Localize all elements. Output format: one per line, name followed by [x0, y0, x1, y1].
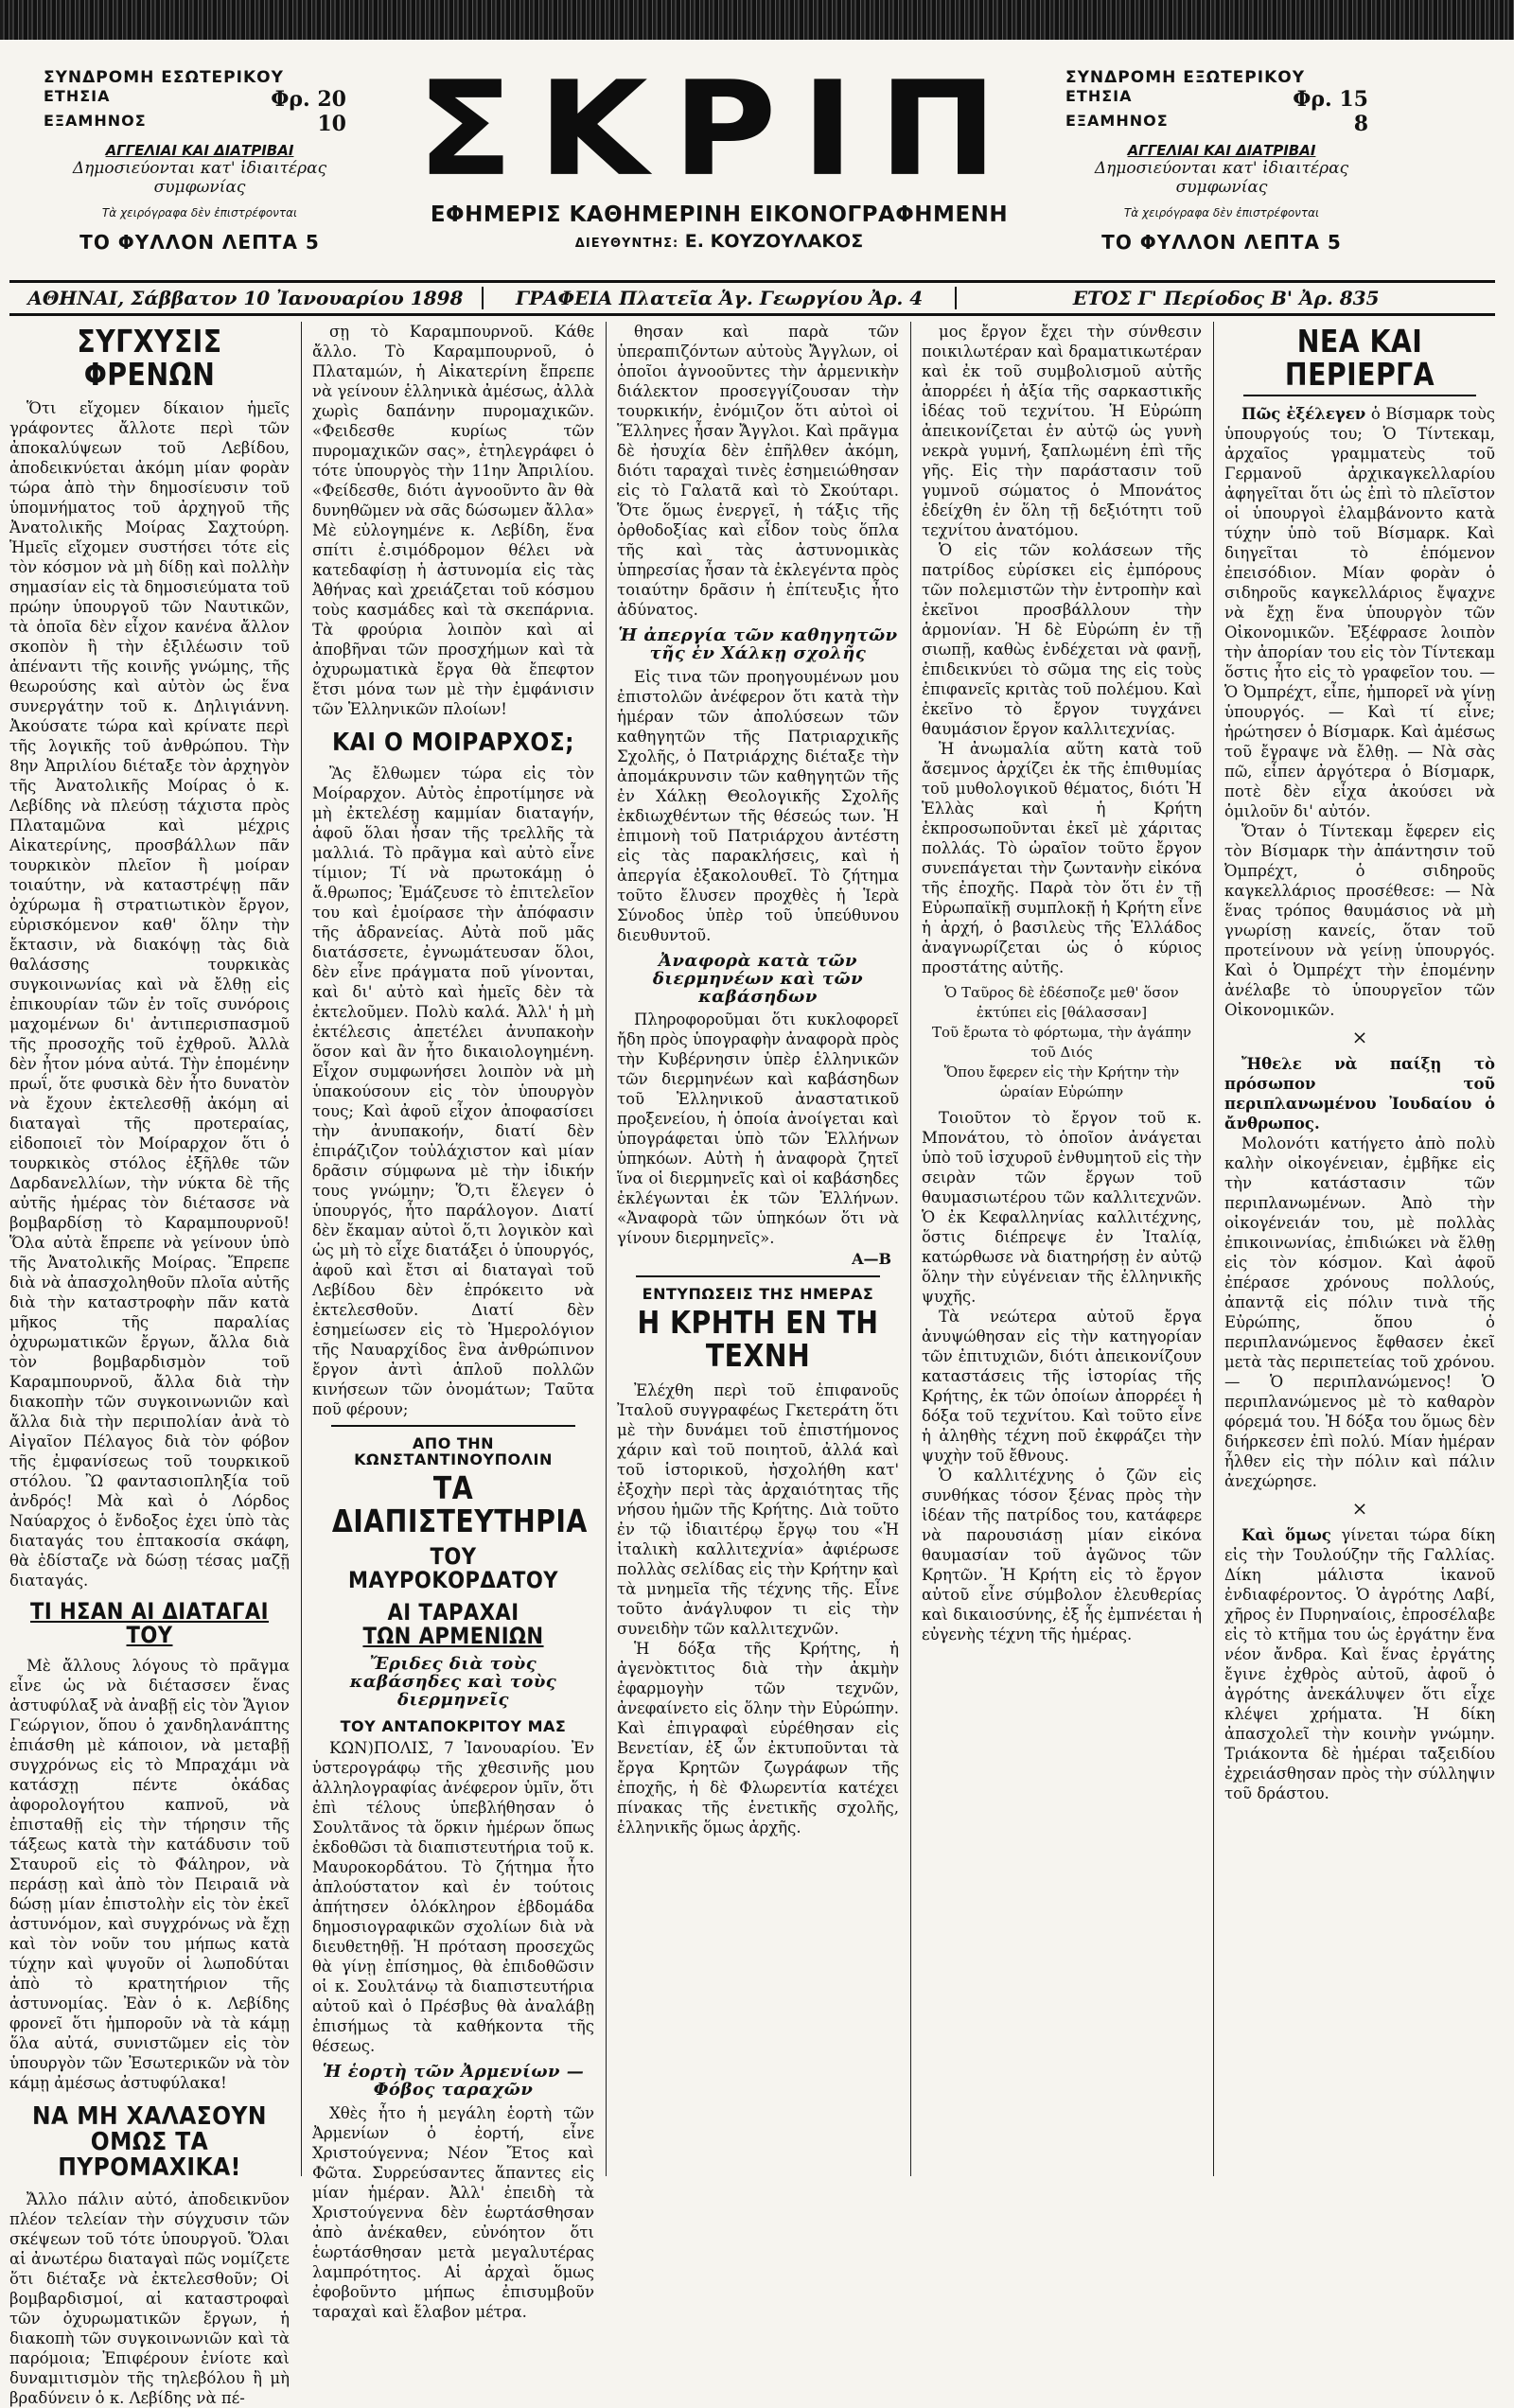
article-subheadline: Ἡ ἀπεργία τῶν καθηγητῶν τῆς ἐν Χάλκῃ σχολῆς	[618, 625, 898, 663]
article-headline: ΝΕΑ ΚΑΙ ΠΕΡΙΕΡΓΑ	[1243, 325, 1476, 396]
article-headline: ΤΩΝ ΑΡΜΕΝΙΩΝ	[362, 1622, 544, 1649]
paragraph-text: γίνεται τώρα δίκη εἰς τὴν Τουλούζην τῆς Γαλλίας. Δίκη μάλιστα ἱκανοῦ ἐνδιαφέροντος. Ὁ ἀγρότης Λαβί, χῆρος ἐν Πυρηναίοις, ἐπροσέλαβε εἰς τὸ κτῆμα του ὡς ἐργάτην ἕνα νέον ἄνδρα. Καὶ ἕνας ἐργάτης ἔγινε ἐχθρὸς αὐτοῦ, ἀφοῦ ὁ ἀγρότης ἀνεκάλυψεν ὅτι εἶχε κλέψει χρήματα. Ἡ δίκη ἀπασχολεῖ τὴν κοινὴν γνώμην. Τριάκοντα δὲ ἡμέραι ταξειδίου ἐχρειάσθησαν πρὸς τὴν σύλληψιν τοῦ δράστου.	[1224, 1526, 1496, 1803]
verse-line: Ὁ Ταῦρος δὲ ἐδέσποζε μεθ' ὅσον ἐκτύπει εἰς [θάλασσαν]	[944, 984, 1179, 1021]
article-paragraph: μος ἔργον ἔχει τὴν σύνθεσιν ποικιλωτέραν καὶ δραματικωτέραν καὶ ἐκ τοῦ συμβολισμοῦ αὐτῆς ἀπορρέει ἡ ἀξία τῆς σαρκαστικῆς ἰδέας τοῦ τεχνίτου. Ἡ Εὐρώπη ἀπεικονίζεται ἐν αὐτῷ ὡς γυνὴ νεκρὰ γυμνή, ξαπλωμένη ἐπὶ τῆς γῆς. Εἰς τὴν παράστασιν τοῦ γυμνοῦ σώματος ὁ Μπονάτος ἐδείχθη ἐν ὅλη τῇ δεξιότητι τοῦ τεχνίτου ἀνατόμου.	[922, 323, 1202, 539]
article-subheadline: Ἔριδες διὰ τοὺς καβάσηδες καὶ τοὺς διερμηνεῖς	[349, 1653, 557, 1710]
article-paragraph	[1224, 1525, 1495, 1803]
column-rule	[1213, 322, 1214, 2176]
section-headline: ΤΙ ΗΣΑΝ ΑΙ ΔΙΑΤΑΓΑΙ ΤΟΥ	[30, 1598, 269, 1649]
section-separator: ×	[1351, 1026, 1368, 1049]
section-kicker: ΑΠΟ ΤΗΝ ΚΩΝΣΤΑΝΤΙΝΟΥΠΟΛΙΝ	[354, 1434, 553, 1469]
annual-label: ΕΤΗΣΙΑ	[1065, 87, 1133, 105]
issue-price: ΤΟ ΦΥΛΛΟΝ ΛΕΠΤΑ 5	[1101, 231, 1342, 254]
annual-label: ΕΤΗΣΙΑ	[44, 87, 111, 105]
ads-note: Δημοσιεύονται κατ' ἰδιαιτέρας συμφωνίας	[1094, 159, 1349, 197]
article-headline: ΑΙ ΤΑΡΑΧΑΙ	[387, 1598, 519, 1626]
newspaper-logo	[397, 53, 1041, 252]
semiannual-label: ΕΞΑΜΗΝΟΣ	[1065, 112, 1169, 130]
semiannual-price: 8	[1353, 112, 1368, 136]
logo-title: ΣΚΡΙΠ	[416, 53, 1022, 206]
issue-number: ΕΤΟΣ Γ' Περίοδος Β' Ἀρ. 835	[1072, 287, 1380, 309]
article-paragraph: Ἡ δόξα τῆς Κρήτης, ἡ ἀγενὸκτιτος διὰ τὴν ἀκμὴν ἐφαρμογὴν τῶν τεχνῶν, ἀνεφαίνετο εἰς ὅλην τὴν Εὐρώπην. Καὶ ἐπιγραφαὶ εὑρέθησαν εἰς Βενετίαν, ἐξ ὧν ἐκτυποῦνται τὰ ἔργα Κρητῶν ζωγράφων τῆς ἐποχῆς, ἡ δὲ Φλωρεντία κατέχει πίνακας τῆς ἑνετικῆς σχολῆς, ἑλληνικῆς ὅμως ἀρχῆς.	[617, 1639, 899, 1837]
article-paragraph: Ὁ καλλιτέχνης ὁ ζῶν εἰς συνθήκας τόσον ξένας πρὸς τὴν ἰδέαν τῆς πατρίδος του, κατάφερε νὰ παρουσιάσῃ μίαν εἰκόνα θαυμασίαν τοῦ ἀγῶνος τῶν Κρητῶν. Ἡ Κρήτη εἰς τὸ ἔργον αὐτοῦ εἶνε σύμβολον ἐλευθερίας καὶ δικαιοσύνης, ἐξ ἧς ἐμπνέεται ἡ εὐγενὴς τέχνη τῆς ἡμέρας.	[922, 1467, 1202, 1643]
semiannual-price: 10	[317, 112, 346, 136]
column-2	[312, 322, 594, 2322]
editor-name: Ε. ΚΟΥΖΟΥΛΑΚΟΣ	[684, 231, 864, 252]
column-5	[1224, 322, 1495, 2176]
manuscripts-note: Τὰ χειρόγραφα δὲν ἐπιστρέφονται	[1123, 206, 1320, 220]
article-paragraph: Ὅτι εἴχομεν δίκαιον ἡμεῖς γράφοντες ἄλλοτε περὶ τῶν ἀποκαλύψεων τοῦ Λεβίδου, ἀποδεικνύεται ἀκόμη μίαν φορὰν τώρα ἀπὸ τὴν δημοσίευσιν τοῦ ὑπομνήματος τοῦ ἀρχηγοῦ τῆς Ἀνατολικῆς Μοίρας Σαχτούρη. Ἡμεῖς εἴχομεν συστήσει τότε εἰς τὸν κόσμον νὰ μὴ δίδῃ καὶ πολλὴν σημασίαν εἰς τὰ δημοσιεύματα τοῦ πρώην ὑπουργοῦ τῶν Ναυτικῶν, τὰ ὁποῖα δὲν εἶχον κανένα ἄλλον σκοπὸν ἢ τὴν ἐξιλέωσιν τοῦ ἀπέναντι τῆς κοινῆς γνώμης, τῆς θεωρούσης καὶ αὐτὸν ὡς ἕνα συνεργάτην τοῦ κ. Δηλιγιάννη. Ἀκούσατε τώρα καὶ κρίνατε περὶ τῆς λογικῆς τοῦ ἀνθρώπου. Τὴν 8ην Ἀπριλίου διέταξε τὸν ἀρχηγὸν τῆς Ἀνατολικῆς Μοίρας ὁ κ. Λεβίδης νὰ πλεύσῃ τάχιστα πρὸς Πλαταμῶνα καὶ μέχρις Αἰκατερίνης, προσβάλλων πᾶν τουρκικὸν πλεῖον ἢ μοίραν τοιαύτην, νὰ καταστρέψῃ πᾶν ὀχύρωμα ἢ στρατιωτικὸν ἔργον, εὑρισκόμενον καθ' ὅλην τὴν ἔκτασιν, νὰ διακόψῃ τὰς διὰ θαλάσσης τουρκικὰς συγκοινωνίας καὶ νὰ ἔλθῃ εἰς ἐπικουρίαν τῶν ἐν τοῖς συνόροις μαχομένων δι' ἀντιπερισπασμοῦ τῆς προσοχῆς τοῦ ἐχθροῦ. Ἀλλὰ δὲν ἦτον μόνα αὐτά. Τὴν ἑπομένην πρωΐ, ὅτε φυσικὰ δὲν ἦτο δυνατὸν νὰ ἔχουν ἐκτελεσθῇ ἀκόμη αἱ διαταγαὶ τῆς προτεραίας, εἰδοποιεῖ τὸν Μοίραρχον ὅτι ὁ τουρκικὸς στόλος ἐξῆλθε τῶν Δαρδανελλίων, τὴν νύκτα δὲ τῆς αὐτῆς ἡμέρας τὸν διέτασσε νὰ βομβαρδίσῃ τὸ Καραμπουρνοῦ! Ὅλα αὐτὰ ἔπρεπε νὰ γείνουν ὑπὸ τῆς Ἀνατολικῆς Μοίρας. Ἔπρεπε διὰ νὰ ἀπασχοληθοῦν πλοῖα αὐτῆς διὰ τὴν καταστροφὴν πᾶν κατὰ μῆκος τῆς παραλίας ὀχυρωματικῶν ἔργων, ἄλλα διὰ τὸν βομβαρδισμὸν τοῦ Καραμπουρνοῦ, ἄλλα διὰ τὴν διακοπὴν τῶν συγκοινωνιῶν καὶ ἄλλα διὰ τὴν περιπολίαν ἀνὰ τὸ Αἰγαῖον Πέλαγος διὰ τὸν φόβον τῆς ἐμφανίσεως τοῦ τουρκικοῦ στόλου. Ὢ φαντασιοπληξία τοῦ ἀνδρός! Μὰ καὶ ὁ Λόρδος Ναύαρχος ὁ ἔνδοξος ἐχει ὑπὸ τὰς διαταγάς του ἐπτακοσία σκάφη, θὰ ἐδίσταζε νὰ δώσῃ τέσας μαζῇ διαταγάς.	[9, 399, 290, 1591]
article-paragraph: Ἂς ἔλθωμεν τώρα εἰς τὸν Μοίραρχον. Αὐτὸς ἐπροτίμησε νὰ μὴ ἐκτελέσῃ καμμίαν διαταγήν, ἀφοῦ ὅλαι ἦσαν τῆς τρελλῆς τὰ μαλλιά. Τὸ πρᾶγμα καὶ αὐτὸ εἶνε τίμιον; Τί νὰ πρωτοκάμῃ ὁ ἄ.θρωπος; Ἐμάζευσε τὸ ἐπιτελεῖον του καὶ ἐμοίρασε τὴν ἀπόφασιν τῆς ἀδρανείας. Αὐτὰ ποῦ μᾶς διατάσσετε, ἐγνωμάτευσαν ὅλοι, δὲν εἶνε πράγματα ποῦ γίνονται, καὶ δι' αὐτὸ καὶ ἡμεῖς δὲν τὰ ἐκτελοῦμεν. Πολὺ καλά. Ἀλλ' ἡ μὴ ἐκτέλεσις ἀπετέλει ἀνυπακοὴν ὅσον καὶ ἂν ἦτο δικαιολογημένη. Εἶχον συμφωνήσει λοιπὸν νὰ μὴ ὑπακούσουν εἰς τὸν ὑπουργὸν τους; Καὶ ἀφοῦ εἶχον ἀποφασίσει τὴν ἀνυπακοήν, διατί δὲν ἐπιράζιζον τοὐλάχιστον καὶ μίαν δρᾶσιν σύμφωνα μὲ τὴν ἰδικήν τους γνώμην; Ὅ,τι ἔλεγεν ὁ ὑπουργός, ἦτο παράλογον. Διατί δὲν ἔκαμαν αὐτοὶ ὅ,τι λογικὸν καὶ ὡς μὴ τὸ εἶχε διατάξει ὁ ὑπουργός, ἀφοῦ καὶ ἔτσι αἱ διαταγαὶ τοῦ Λεβίδου δὲν ἐπρόκειτο νὰ ἐκτελεσθοῦν. Διατί δὲν ἐσημείωσεν εἰς τὸ Ἡμερολόγιον τῆς Ναυαρχίδος ἓνα ἀνθρώπινον ἔργον ἀντὶ ἁπλοῦ πολλῶν κινήσεων τῶν ὀνομάτων; Ταῦτα ποῦ φέρουν;	[312, 765, 594, 1419]
article-paragraph: Ὁ εἰς τῶν κολάσεων τῆς πατρίδος εὑρίσκει εἰς ἐμπόρους τῶν πολεμιστῶν τὴν ἐντροπὴν καὶ ἐκεῖνοι προσβάλλουν τὴν ἁρμονίαν. Ἡ δὲ Εὐρώπη ἐν τῇ σιωπῇ, καθὼς ἐνδέχεται νὰ φανῇ, ἐπιδεικνύει τὸ σῶμα της εἰς τοὺς ἐπιφανεῖς κριτὰς τοῦ πολέμου. Καὶ ἐκεῖνο τὸ ἔργον τυγχάνει θαυμάσιον ἔργον καλλιτεχνίας.	[922, 541, 1202, 738]
office-address: ΓΡΑΦΕΙΑ Πλατεῖα Ἁγ. Γεωργίου Ἀρ. 4	[482, 287, 958, 309]
section-separator: ×	[1351, 1497, 1368, 1520]
section-kicker: ΕΝΤΥΠΩΣΕΙΣ ΤΗΣ ΗΜΕΡΑΣ	[642, 1285, 874, 1304]
verse-line: Ὅπου ἔφερεν εἰς τὴν Κρήτην τὴν ὡραίαν Εὐρώπην	[943, 1063, 1180, 1100]
column-1	[9, 322, 290, 2407]
subscription-title: ΣΥΝΔΡΟΜΗ ΕΞΩΤΕΡΙΚΟΥ	[1065, 68, 1306, 87]
article-paragraph: Ἡ ἀνωμαλία αὕτη κατὰ τοῦ ἄσεμνος ἀρχίζει ἐκ τῆς ἐπιθυμίας τοῦ μυθολογικοῦ θέματος, διότι Ἡ Ἑλλὰς καὶ ἡ Κρήτη ἐκπροσωποῦνται ἐκεῖ μὲ χάριτας πολλάς. Τὸ ὡραῖον τοῦτο ἔργον συνεπάγεται τὴν ζωντανὴν εἰκόνα τῆς ἐποχῆς. Παρὰ τὸν ὅτι ἐν τῇ Εὐρωπαϊκῇ συμπλοκῇ ἡ Κρήτη εἶνε ἡ ἀρχή, ὁ βασιλεὺς τῆς Ἑλλάδος ἀναγνωρίζεται ὡς ὁ κύριος προστάτης αὐτῆς.	[922, 740, 1202, 976]
tagline: ΕΦΗΜΕΡΙΣ ΚΑΘΗΜΕΡΙΝΗ ΕΙΚΟΝΟΓΡΑΦΗΜΕΝΗ	[430, 202, 1009, 227]
article-subheadline: Ἀναφορὰ κατὰ τῶν διερμηνέων καὶ τῶν καβάσηδων	[652, 950, 864, 1007]
article-paragraph: Ὅταν ὁ Τίντεκαμ ἔφερεν εἰς τὸν Βίσμαρκ τὴν ἀπάντησιν τοῦ Ὀμπρέχτ, ὁ σιδηροῦς καγκελλάριος προσέθεσε: — Νὰ ἕνας τρόπος θαυμάσιος νὰ μὴ γνωρίσῃ κανείς, ὅταν τοῦ προτείνουν νὰ γείνῃ ὑπουργός. Καὶ ὁ Ὀμπρέχτ τὴν ἐπομένην ἀνέλαβε τὸ ὑπουργεῖον τῶν Οἰκονομικῶν.	[1224, 822, 1495, 1020]
editor-line	[397, 231, 1041, 252]
article-paragraph: Χθὲς ἦτο ἡ μεγάλη ἑορτὴ τῶν Ἀρμενίων ὁ ἐορτή, εἶνε Χριστούγεννα; Νέον Ἔτος καὶ Φῶτα. Συρρεύσαντες ἅπαντες εἰς μίαν ἡμέραν. Ἀλλ' ἐπειδὴ τὰ Χριστούγεννα δὲν ἑωρτάσθησαν ἀπὸ ἀνέκαθεν, εὐνόητον ὅτι ἑωρτάσθησαν μετὰ μεγαλυτέρας λαμπρότητος. Αἱ ἀρχαὶ ὅμως ἐφοβοῦντο μήπως ἐπισυμβοῦν ταραχαὶ καὶ ἔλαβον μέτρα.	[312, 2104, 594, 2322]
dateline-bar	[9, 280, 1495, 316]
article-paragraph: Εἰς τινα τῶν προηγουμένων μου ἐπιστολῶν ἀνέφερον ὅτι κατὰ τὴν ἡμέραν τῶν ἀπολύσεων τῶν καθηγητῶν τῆς Πατριαρχικῆς Σχολῆς, ὁ Πατριάρχης διέταξε τὴν ἀπομάκρυνσιν τῶν καθηγητῶν τῆς ἐν Χάλκῃ Θεολογικῆς Σχολῆς ἐκδιωχθέντων τῆς θέσεώς των. Ἡ ἐπιμονὴ τοῦ Πατριάρχου ἀντέστη εἰς τὰς παρακλήσεις, καὶ ἡ ἀπεργία ἐξακολουθεῖ. Τὸ ζήτημα τοῦτο ἔλυσεν προχθὲς ἡ Ἱερὰ Σύνοδος ὑπὲρ τοῦ ὑπεύθυνου διευθυντοῦ.	[617, 667, 899, 944]
column-rule	[301, 322, 302, 2176]
article-paragraph: Τοιοῦτον τὸ ἔργον τοῦ κ. Μπονάτου, τὸ ὁποῖον ἀνάγεται ὑπὸ τοῦ ἰσχυροῦ ἐνθυμητοῦ εἰς τὴν σειρὰν τῶν ἔργων τοῦ θαυμασιωτέρου τῶν καλλιτεχνῶν. Ὁ ἐκ Κεφαλληνίας καλλιτέχνης, ὅστις διέπρεψε ἐν Ἰταλίᾳ, κατώρθωσε νὰ διατηρήσῃ ἐν αὐτῷ ὅλην τὴν εὐγένειαν τῆς ἑλληνικῆς ψυχῆς.	[922, 1109, 1202, 1306]
ads-title: ΑΓΓΕΛΙΑΙ ΚΑΙ ΔΙΑΤΡΙΒΑΙ	[105, 142, 294, 159]
issue-price: ΤΟ ΦΥΛΛΟΝ ΛΕΠΤΑ 5	[79, 231, 320, 254]
article-headline: Η ΚΡΗΤΗ ΕΝ ΤΗ ΤΕΧΝΗ	[637, 1304, 879, 1374]
paragraph-text: ὁ Βίσμαρκ τοὺς ὑπουργούς του; Ὁ Τίντεκαμ, ἀρχαῖος γραμματεὺς τοῦ Γερμανοῦ ἀρχικαγκελλαρίου ἀφηγεῖται ὅτι ὡς ἐπὶ τὸ πλεῖστον οἱ ὑπουργοὶ ἐλαμβάνοντο κατὰ τύχην ὑπὸ τοῦ Βίσμαρκ. Καὶ διηγεῖται τὸ ἑπόμενον ἐπεισόδιον. Μίαν φορὰν ὁ σιδηροῦς καγκελλάριος ἔψαχνε νὰ ἔχῃ ἕνα ὑπουργὸν τῶν Οἰκονομικῶν. Ἐξέφρασε λοιπὸν τὴν ἀπορίαν του εἰς τὸν Τίντεκαμ ὅστις ἦτο εἰς τὸ γραφεῖον του. — Ὁ Ὀμπρέχτ, εἶπε, ἠμπορεῖ νὰ γίνῃ ὑπουργός. — Καὶ τί εἶνε; ἠρώτησεν ὁ Βίσμαρκ. Καὶ ἀμέσως τοῦ ἔγραψε νὰ ἔλθῃ. — Νὰ σὰς πῶ, εἶπεν ἀργότερα ὁ Βίσμαρκ, ποτὲ δὲν εἶχα ἀκούσει νὰ ὁμιλοῦν δι' αὐτόν.	[1224, 405, 1496, 821]
column-rule	[606, 322, 607, 2176]
article-paragraph: Ἤθελε νὰ παίξῃ τὸ πρόσωπον τοῦ περιπλανωμένου Ἰουδαίου ὁ ἄνθρωπος.	[1224, 1055, 1495, 1134]
divider	[636, 1275, 880, 1277]
verse-line: Τοῦ ἔρωτα τὸ φόρτωμα, τὴν ἀγάπην τοῦ Διός	[932, 1024, 1191, 1061]
top-border-band	[0, 0, 1514, 40]
ads-title: ΑΓΓΕΛΙΑΙ ΚΑΙ ΔΙΑΤΡΙΒΑΙ	[1127, 142, 1316, 159]
semiannual-label: ΕΞΑΜΗΝΟΣ	[44, 112, 147, 130]
author-signature: Α—Β	[852, 1250, 891, 1269]
masthead	[0, 55, 1514, 282]
article-paragraph: Μολονότι κατήγετο ἀπὸ πολὺ καλὴν οἰκογένειαν, ἐμβῆκε εἰς τὴν κατάστασιν τῶν περιπλανωμένων. Ἀπὸ τὴν οἰκογένειάν του, μὲ πολλὰς ἐπικοινωνίας, ἐπιδιώκει νὰ ἔλθῃ εἰς τὸν κόσμον. Καὶ ἀφοῦ ἐπέρασε χρόνους πολλούς, ἀπαντᾷ εἰς πόλιν τινὰ τῆς Εὐρώπης, ὅπου ὁ περιπλανώμενος ἔφθασεν ἐκεῖ μετὰ τὰς περιπετείας τοῦ χρόνου. — Ὁ περιπλανώμενος! Ὁ περιπλανώμενος μὲ τὸ καθαρὸν φόρεμά του. Ἡ δόξα του ὅμως δὲν διήρκεσεν ἐπὶ πολύ. Μίαν ἡμέραν ἦλθεν εἰς τὴν πόλιν καὶ πάλιν ἀνεχώρησε.	[1224, 1134, 1495, 1491]
article-paragraph: Τὰ νεώτερα αὐτοῦ ἔργα ἀνυψώθησαν εἰς τὴν κατηγορίαν τῶν ἐπιτυχιῶν, διότι ἀπεικονίζουν καταστάσεις τῆς ἱστορίας τῆς Κρήτης, ἐκ τῶν ὁποίων ἀπορρέει ἡ δόξα τοῦ τεχνίτου. Καὶ τοῦτο εἶνε ἡ ἀληθὴς τέχνη ποῦ ἐκφράζει τὴν ψυχὴν τοῦ ἔθνους.	[922, 1308, 1202, 1465]
editor-label: ΔΙΕΥΘΥΝΤΗΣ:	[574, 237, 679, 251]
article-paragraph: Ἄλλο πάλιν αὐτό, ἀποδεικνῦον πλέον τελείαν τὴν σύγχυσιν τῶν σκέψεων τοῦ τότε ὑπουργοῦ. Ὅλαι αἱ ἀνωτέρω διαταγαὶ πῶς νομίζετε ὅτι διέταξε νὰ ἐκτελεσθοῦν; Οἱ βομβαρδισμοί, αἱ καταστροφαὶ τῶν ὀχυρωματικῶν ἔργων, ἡ διακοπὴ τῶν συγκοινωνιῶν καὶ τὰ παρόμοια; Ἐπιφέρουν ἐνίοτε καὶ δυναμιτισμὸν τῆς τηλεβόλου ἢ μὴ βραδύνειν ὁ κ. Λεβίδης νὰ πέ-	[9, 2189, 290, 2407]
manuscripts-note: Τὰ χειρόγραφα δὲν ἐπιστρέφονται	[101, 206, 298, 220]
issue-date: ΑΘΗΝΑΙ, Σάββατον 10 Ἰανουαρίου 1898	[27, 287, 464, 309]
column-rule	[910, 322, 911, 2176]
article-headline: ΤΟΥ ΜΑΥΡΟΚΟΡΔΑΤΟΥ	[348, 1543, 558, 1594]
section-headline: ΚΑΙ Ο ΜΟΙΡΑΡΧΟΣ;	[332, 729, 574, 757]
domestic-subscription-box	[44, 68, 422, 254]
article-headline: ΤΑ ΔΙΑΠΙΣΤΕΥΤΗΡΙΑ	[331, 1468, 588, 1539]
article-paragraph	[1224, 404, 1495, 821]
article-headline: ΣΥΓΧΥΣΙΣ ΦΡΕΝΩΝ	[77, 323, 222, 393]
divider	[331, 1425, 575, 1427]
column-3	[617, 322, 899, 2176]
annual-price: Φρ. 15	[1293, 87, 1368, 112]
foreign-subscription-box	[1065, 68, 1444, 254]
byline: ΤΟΥ ΑΝΤΑΠΟΚΡΙΤΟΥ ΜΑΣ	[340, 1716, 567, 1735]
section-headline: ΝΑ ΜΗ ΧΑΛΑΣΟΥΝ ΟΜΩΣ ΤΑ ΠΥΡΟΜΑΧΙΚΑ!	[32, 2101, 267, 2183]
article-paragraph: Μὲ ἄλλους λόγους τὸ πρᾶγμα εἶνε ὡς νὰ διέτασσεν ἕνας ἀστυφύλαξ νὰ ἀναβῇ εἰς τὸν Ἅγιον Γεώργιον, ὅπου ὁ χανδηλανάπτης ἐπιάσθη μὲ κάποιον, νὰ μεταβῇ συγχρόνως εἰς τὸ Μπραχάμι νὰ κατάσχῃ πέντε ὀκάδας ἀφορολογήτου καπνοῦ, νὰ ἐπισταθῇ εἰς τὴν τήρησιν τῆς τάξεως κατὰ τὴν κατάδυσιν τοῦ Σταυροῦ εἰς τὸ Φάληρον, νὰ περάσῃ καὶ ἀπὸ τὸν Πειραιᾶ νὰ δώσῃ μίαν ἐπιστολὴν εἰς τὸν ἐκεῖ ἀστυνόμον, καὶ συγχρόνως νὰ ἔχῃ καὶ τὸν νοῦν του μήπως κατὰ τύχην καὶ ψυγοῦν οἱ λωποδύται ἀπὸ τὸ κρατητήριον τῆς ἀστυνομίας. Ἐὰν ὁ κ. Λεβίδης φρονεῖ ὅτι ἡμποροῦν νὰ τὰ κάμῃ ὅλα αὐτά, συνιστῶμεν εἰς τὸν ὑπουργὸν τῶν Ἐσωτερικῶν νὰ τὸν κάμῃ ἀμέσως ἀστυφύλακα!	[9, 1656, 290, 2092]
article-paragraph: Πληροφοροῦμαι ὅτι κυκλοφορεῖ ἤδη πρὸς ὑπογραφὴν ἀναφορὰ πρὸς τὴν Κυβέρνησιν ὑπὲρ ἑλληνικῶν τῶν διερμηνέων καὶ καβάσηδων τοῦ Ἑλληνικοῦ ἀναστατικοῦ προξενείου, ἡ ὁποία ἀνοίγεται καὶ ὑπογράφεται ὑπὸ τῶν Ἑλλήνων ὑπηκόων. Αὐτὴ ἡ ἀναφορὰ ζητεῖ ἵνα οἱ διερμηνεῖς καὶ οἱ καβάσηδες ἐκλέγωνται ἐκ τῶν Ἑλλήνων. «Ἀναφορὰ τῶν ὑπηκόων ὅτι νὰ γίνουν διερμηνεῖς».	[617, 1011, 899, 1248]
subscription-title: ΣΥΝΔΡΟΜΗ ΕΣΩΤΕΡΙΚΟΥ	[44, 68, 284, 87]
article-columns	[9, 322, 1496, 2407]
article-paragraph: θησαν καὶ παρὰ τῶν ὑπεραπιζόντων αὐτοὺς Ἄγγλων, οἱ ὁποῖοι ἀγνοοῦντες τὴν ἀρμενικὴν διάλεκτον προσεγγίζουσαν τὴν τουρκικήν, ἐνόμιζον ὅτι αὐτοὶ οἱ Ἕλληνες ἦσαν Ἄγγλοι. Καὶ πρᾶγμα δὲ ἠσυχία δὲν ἐπῆλθεν ἀκόμη, διότι ταραχαὶ τινὲς ἐσημειώθησαν εἰς τὸ Γαλατᾶ καὶ τὸ Σκούταρι. Ὅτε ὅμως ἐνεργεῖ, ἡ τάξις τῆς ὀρθοδοξίας καὶ εἶδον τοὺς ὅπλα τῆς καὶ τὰς ἀστυνομικὰς ὑπηρεσίας ἦσαν τὰ ἐκλεγέντα πρὸς τοιαύτην δρᾶσιν ἡ ἐπίτευξις ἦτο ἀδύνατος.	[617, 323, 899, 619]
article-paragraph: Ἐλέχθη περὶ τοῦ ἐπιφανοῦς Ἰταλοῦ συγγραφέως Γκετεράτη ὅτι μὲ τὴν δυνάμει τοῦ ἐπιστήμονος χάριν καὶ τοῦ ποιητοῦ, ἀλλά καὶ τοῦ ἱστορικοῦ, ἠσχολήθη κατ' ἐξοχὴν περὶ τὰς ἀρχαιότητας τῆς νήσου ἡμῶν τῆς Κρήτης. Διὰ τοῦτο ἐν τῷ ἰδιαιτέρῳ ἔργῳ του «Ἡ ἰταλικὴ καλλιτεχνία» ἀφιέρωσε πολλὰς σελίδας εἰς τὴν Κρήτην καὶ τὰ μνημεῖα τῆς τέχνης τῆς. Εἶνε τοῦτο ἀνάγλυφον τι εἰς τὴν συνειδὴν τῶν καλλιτεχνῶν.	[617, 1380, 899, 1638]
article-paragraph: ΚΩΝ)ΠΟΛΙΣ, 7 Ἰανουαρίου. Ἐν ὑστερογράφῳ τῆς χθεσινῆς μου ἀλληλογραφίας ἀνέφερον ὑμῖν, ὅτι ἐπὶ τέλους ὑπεβλήθησαν ὁ Σουλτᾶνος τὰ ὅρκιν ἡμέρων ὅπως ἐκδοθῶσι τὰ διαπιστευτήρια τοῦ κ. Μαυροκορδάτου. Τὸ ζήτημα ἦτο ἀπλούστατον καὶ ἐν τούτοις ἀπήτησεν ὁλόκληρον ἑβδομάδα δημοσιογραφικῶν σχολίων διὰ νὰ διευθετηθῇ. Ἡ πρόταση προσεχῶς θὰ γίνῃ ἐπίσημος, θὰ ἐπιδοθῶσιν οἱ κ. Σουλτάνῳ τὰ διαπιστευτήρια αὐτοῦ καὶ ὁ Πρέσβυς θὰ ἀναλάβῃ ἐπισήμως τὰ καθήκοντα τῆς θέσεως.	[312, 1739, 594, 2056]
lead-in: Πῶς ἐξέλεγεν	[1241, 405, 1366, 424]
article-paragraph: σῃ τὸ Καραμπουρνοῦ. Κάθε ἄλλο. Τὸ Καραμπουρνοῦ, ὁ Πλαταμών, ἡ Αἰκατερίνη ἔπρεπε νὰ γείνουν ἑλληνικὰ ἀμέσως, ἀλλὰ χωρὶς δαπάνην πυρομαχικῶν. «Φειδεσθε κυρίως τῶν πυρομαχικῶν σας», ἐτηλεγράφει ὁ τότε ὑπουργὸς τὴν 11ην Ἀπριλίου. «Φείδεσθε, διότι ἀγνοοῦντο ἂν θὰ δυνηθῶμεν νὰ σᾶς δώσωμεν ἄλλα» Μὲ εὐλογημένε κ. Λεβίδη, ἕνα σπίτι ἐ.σιμόδρομον θέλει νὰ κατεδαφίσῃ ἡ ἀστυνομία εἰς τὰς Ἀθήνας καὶ χρειάζεται τοῦ κόσμου τοὺς κασμάδες καὶ τὰ σκεπάρνια. Τὰ φρούρια λοιπὸν καὶ αἱ ἀποβῆναι τῶν προσχήμων καὶ τὰ ὀχυρωματικὰ ἔργα θὰ ἔπεφτον ἔτσι μόνα των μὲ τὴν ἐμφάνισιν τῶν Ἑλληνικῶν πλοίων!	[312, 323, 594, 718]
column-4	[922, 322, 1202, 2176]
lead-in: Καὶ ὅμως	[1241, 1526, 1331, 1545]
article-subheadline: Ἡ ἑορτὴ τῶν Ἀρμενίων — Φόβος ταραχῶν	[322, 2062, 585, 2100]
annual-price: Φρ. 20	[271, 87, 346, 112]
ads-note: Δημοσιεύονται κατ' ἰδιαιτέρας συμφωνίας	[72, 159, 327, 197]
